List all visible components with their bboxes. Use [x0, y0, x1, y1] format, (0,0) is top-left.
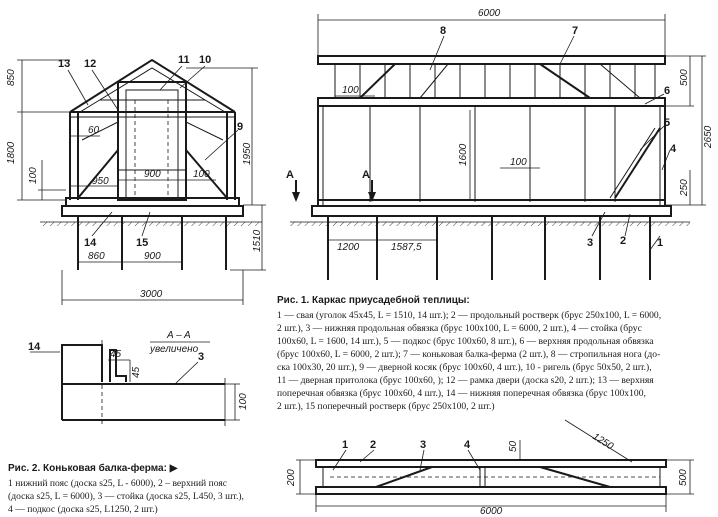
ridge-truss-fig2: [286, 420, 694, 517]
truss-label-4: 4: [464, 439, 471, 451]
rafters: [335, 64, 655, 98]
section-label-3: 3: [198, 351, 205, 363]
front-label-10: 10: [199, 54, 212, 66]
front-dim-950: 950: [92, 176, 109, 187]
side-label-7: 7: [572, 25, 579, 37]
fig1-caption-line: 11 — дверная притолока (брус 100х60, ); 12 — рамка двери (доска s20, 2 шт.); 13 — верхняя: [277, 375, 654, 386]
front-dim-60: 60: [88, 125, 100, 136]
front-dim-3000: 3000: [140, 289, 163, 300]
fig2-caption-line: 4 — подкос (доска s25, L1250, 2 шт.): [8, 504, 158, 515]
fig2-caption-line: (доска s25, L = 6000), 3 — стойка (доска s25, L450, 3 шт.),: [8, 491, 244, 502]
front-dim-100-right: 100: [193, 169, 210, 180]
front-label-14: 14: [84, 237, 97, 249]
front-dim-900-door: 900: [144, 169, 161, 180]
front-label-12: 12: [84, 58, 97, 70]
front-dim-1950: 1950: [242, 142, 253, 165]
front-dim-1510: 1510: [252, 229, 263, 252]
front-dim-900-piles: 900: [144, 251, 161, 262]
truss-dim-6000: 6000: [480, 506, 503, 517]
section-dim-100: 100: [238, 393, 249, 410]
side-dim-2650: 2650: [703, 125, 714, 148]
section-subtitle: увеличено: [150, 344, 199, 355]
truss-label-3: 3: [420, 439, 427, 451]
side-dim-500: 500: [679, 69, 690, 86]
truss-label-1: 1: [342, 439, 349, 451]
side-dim-6000: 6000: [478, 8, 501, 19]
front-label-15: 15: [136, 237, 149, 249]
side-dim-1200: 1200: [337, 242, 360, 253]
side-label-4: 4: [670, 143, 677, 155]
fig2-caption: [8, 462, 278, 516]
fig1-caption-title: Рис. 1. Каркас приусадебной теплицы:: [277, 295, 470, 306]
side-dim-100-mid: 100: [510, 157, 527, 168]
truss-dim-50: 50: [508, 440, 519, 452]
fig2-caption-title: [8, 462, 278, 475]
front-label-13: 13: [58, 58, 71, 70]
side-dim-100-top: 100: [342, 85, 359, 96]
section-title: A – A: [167, 330, 191, 341]
truss-dim-200: 200: [286, 469, 297, 486]
fig1-caption-line: 1 — свая (уголок 45х45, L = 1510, 14 шт.); 2 — продольный ростверк (брус 250х100, L = 6000,: [277, 310, 662, 321]
fig1-caption-line: (брус 100х60, L = 6000, 2 шт.); 7 — коньковая балка-ферма (2 шт.), 8 — стропильная нога (до-: [277, 349, 661, 360]
fig1-caption-line: 2 шт.), 3 — нижняя продольная обвязка (брус 100х100, L = 6000, 2 шт.), 4 — стойка (брус: [277, 323, 642, 334]
fig2-caption-title-text: Рис. 2. Коньковая балка-ферма:: [8, 463, 167, 474]
side-section-mark-right: A: [362, 169, 370, 181]
section-label-14: 14: [28, 341, 41, 353]
side-label-6: 6: [664, 85, 671, 97]
front-label-9: 9: [237, 121, 244, 133]
side-elevation: [286, 8, 714, 280]
front-dim-850: 850: [6, 69, 17, 86]
side-label-2: 2: [620, 235, 627, 247]
side-dim-250: 250: [679, 179, 690, 196]
front-label-11: 11: [178, 54, 190, 66]
side-label-5: 5: [664, 117, 671, 129]
side-dim-1587-5: 1587,5: [391, 242, 422, 253]
fig1-caption-line: 2 шт.), 15 поперечный ростверк (брус 250х100, 2 шт.): [277, 401, 495, 412]
triangle-arrow-icon: ▶: [169, 463, 178, 474]
section-a-a: [28, 330, 249, 426]
front-dim-860: 860: [88, 251, 105, 262]
side-dim-1600: 1600: [458, 143, 469, 166]
front-elevation: [6, 54, 266, 305]
section-dim-45-side: 45: [131, 366, 142, 378]
side-label-3: 3: [587, 237, 594, 249]
side-label-8: 8: [440, 25, 447, 37]
fig1-caption-line: 100х60, L = 1600, 14 шт.), 5 — подкос (брус 100х60, 8 шт.), 6 — верхняя продольная обвязка: [277, 336, 654, 347]
front-dim-100-left: 100: [28, 167, 39, 184]
fig1-caption-line: поперечная обвязка (брус 100х60, 4 шт.), 14 — нижняя поперечная обвязка (брус 100х100,: [277, 388, 646, 399]
fig1-caption-line: ска 100х30, 20 шт.), 9 — дверной косяк (брус 100х60, 4 шт.), 10 - ригель (брус 50х50, 2 шт.),: [277, 362, 652, 373]
truss-dim-500: 500: [678, 469, 689, 486]
section-dim-45-top: 45: [110, 349, 122, 360]
fig1-caption: [277, 294, 715, 413]
truss-dim-1250: 1250: [590, 431, 616, 453]
truss-label-2: 2: [370, 439, 377, 451]
fig2-caption-line: 1 нижний пояс (доска s25, L - 6000), 2 – верхний пояс: [8, 478, 227, 489]
front-dim-1800: 1800: [6, 141, 17, 164]
side-label-1: 1: [657, 237, 664, 249]
side-section-mark-left: A: [286, 169, 294, 181]
